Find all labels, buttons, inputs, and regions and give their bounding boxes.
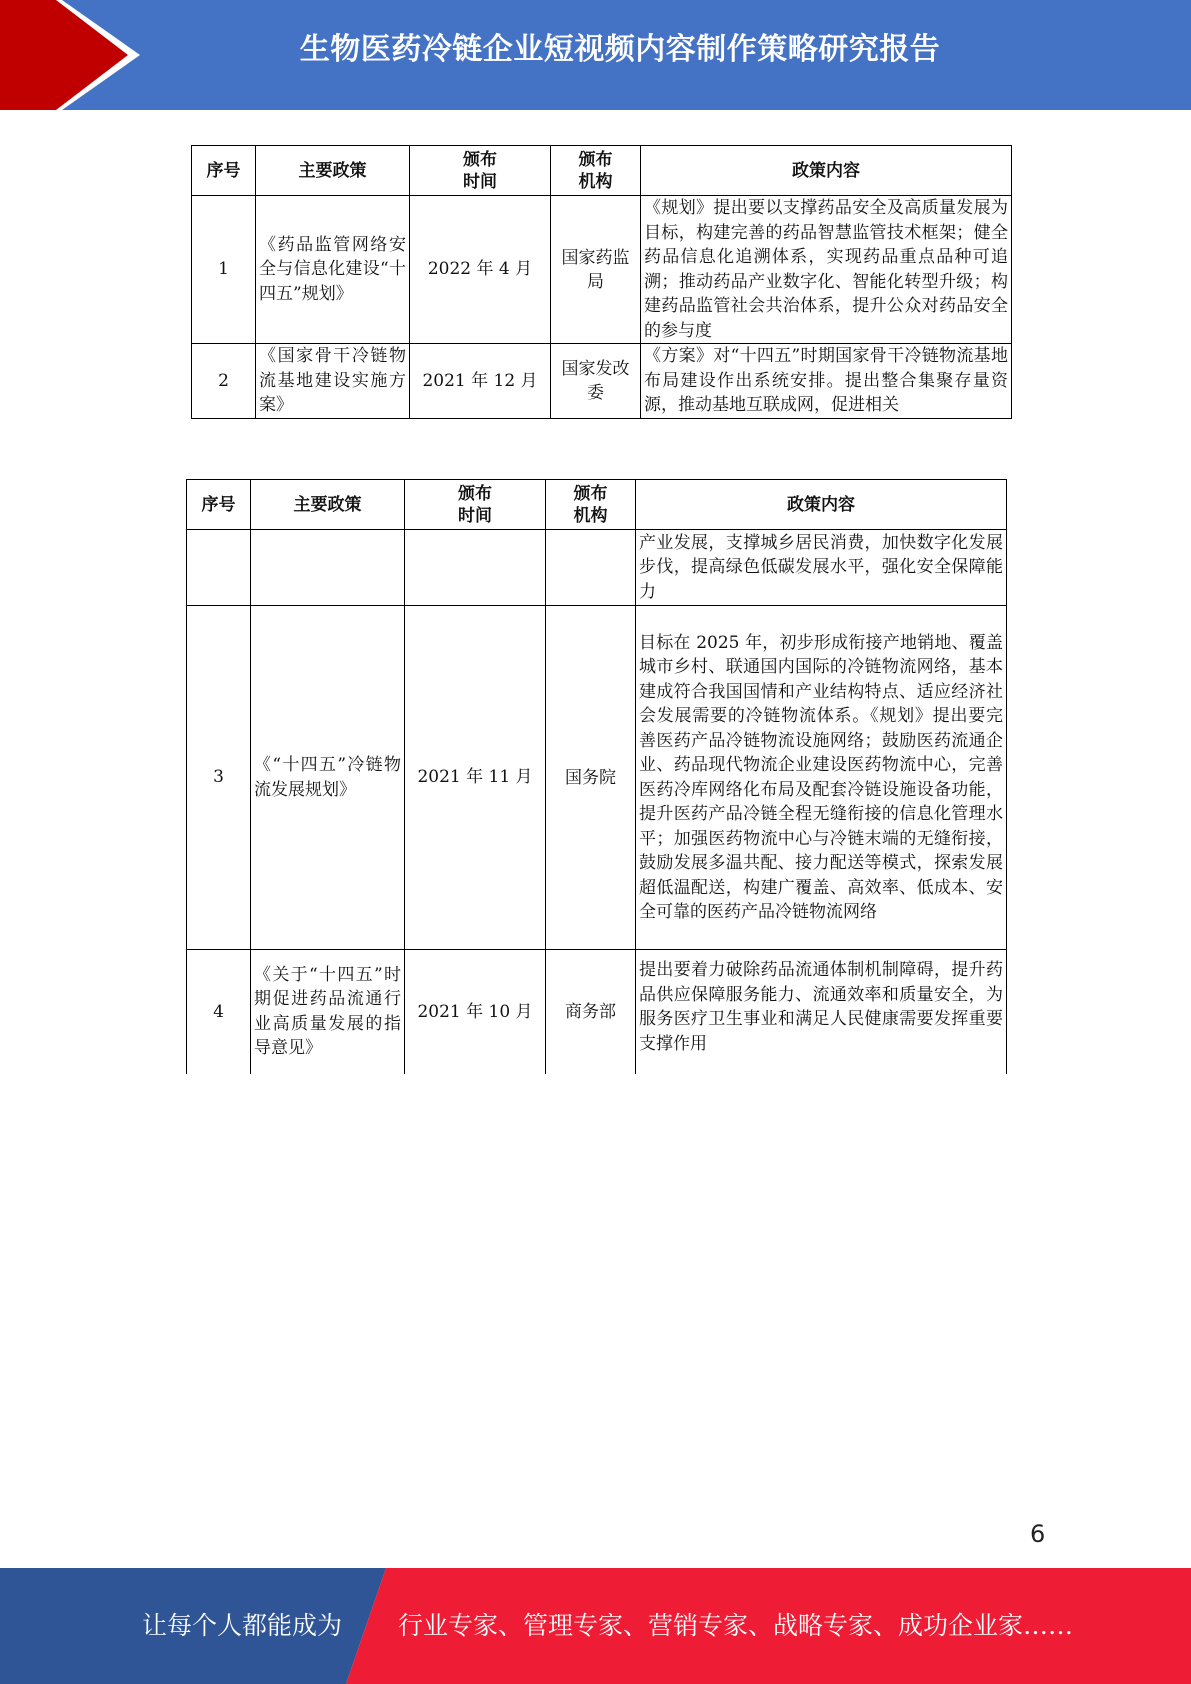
table-header-row <box>187 480 1007 530</box>
table-header-row <box>192 146 1012 196</box>
row-content: 《规划》提出要以支撑药品安全及高质量发展为目标，构建完善的药品智慧监管技术框架；健全药品信息化追溯体系，实现药品重点品种可追溯；推动药品产业数字化、智能化转型升级；构建药品监管社会共治体系，提升公众对药品安全的参与度 <box>641 196 1012 344</box>
row-no: 3 <box>187 606 251 950</box>
row-policy: 《关于“十四五”时期促进药品流通行业高质量发展的指导意见》 <box>251 950 405 1074</box>
header-org: 颁布 机构 <box>546 480 636 530</box>
table-row <box>187 606 1007 950</box>
row-content: 目标在 2025 年，初步形成衔接产地销地、覆盖城市乡村、联通国内国际的冷链物流网络，基本建成符合我国国情和产业结构特点、适应经济社会发展需要的冷链物流体系。《规划》提出要完善医药产品冷链物流设施网络；鼓励医药流通企业、药品现代物流企业建设医药物流中心，完善医药冷库网络化布局及配套冷链设施设备功能，提升医药产品冷链全程无缝衔接的信息化管理水平；加强医药物流中心与冷链末端的无缝衔接，鼓励发展多温共配、接力配送等模式，探索发展超低温配送，构建广覆盖、高效率、低成本、安全可靠的医药产品冷链物流网络 <box>636 606 1007 950</box>
footer-slogan-right: 行业专家、管理专家、营销专家、战略专家、成功企业家…… <box>398 1611 1074 1640</box>
row-content: 产业发展，支撑城乡居民消费，加快数字化发展步伐，提高绿色低碳发展水平，强化安全保障能力 <box>636 530 1007 606</box>
header-content: 政策内容 <box>641 146 1012 196</box>
row-policy: 《国家骨干冷链物流基地建设实施方案》 <box>256 344 410 419</box>
header-date: 颁布 时间 <box>405 480 546 530</box>
row-date <box>405 530 546 606</box>
row-org: 国家发改委 <box>551 344 641 419</box>
table-row <box>192 344 1012 419</box>
row-no: 2 <box>192 344 256 419</box>
row-content: 《方案》对“十四五”时期国家骨干冷链物流基地布局建设作出系统安排。提出整合集聚存量资源，推动基地互联成网，促进相关 <box>641 344 1012 419</box>
page-number: 6 <box>1030 1520 1046 1548</box>
row-org: 国家药监局 <box>551 196 641 344</box>
row-org: 国务院 <box>546 606 636 950</box>
header-policy: 主要政策 <box>251 480 405 530</box>
policy-table-2 <box>186 479 1007 1074</box>
footer-banner <box>0 1568 1191 1684</box>
row-no <box>187 530 251 606</box>
row-policy: 《药品监管网络安全与信息化建设“十四五”规划》 <box>256 196 410 344</box>
row-date: 2021 年 11 月 <box>405 606 546 950</box>
header-banner <box>0 0 1191 110</box>
policy-table-1 <box>191 145 1012 419</box>
table-row <box>187 950 1007 1074</box>
row-org <box>546 530 636 606</box>
header-date: 颁布 时间 <box>410 146 551 196</box>
row-date: 2022 年 4 月 <box>410 196 551 344</box>
row-policy <box>251 530 405 606</box>
header-org: 颁布 机构 <box>551 146 641 196</box>
row-content: 提出要着力破除药品流通体制机制障碍，提升药品供应保障服务能力、流通效率和质量安全，为服务医疗卫生事业和满足人民健康需要发挥重要支撑作用 <box>636 950 1007 1074</box>
header-policy: 主要政策 <box>256 146 410 196</box>
header-content: 政策内容 <box>636 480 1007 530</box>
row-date: 2021 年 10 月 <box>405 950 546 1074</box>
table-row <box>192 196 1012 344</box>
row-no: 1 <box>192 196 256 344</box>
row-date: 2021 年 12 月 <box>410 344 551 419</box>
report-title: 生物医药冷链企业短视频内容制作策略研究报告 <box>299 32 941 67</box>
chevron-decoration-icon <box>0 0 160 110</box>
row-policy: 《“十四五”冷链物流发展规划》 <box>251 606 405 950</box>
row-org: 商务部 <box>546 950 636 1074</box>
table-row <box>187 530 1007 606</box>
header-no: 序号 <box>192 146 256 196</box>
footer-slogan-left: 让每个人都能成为 <box>142 1611 343 1640</box>
header-no: 序号 <box>187 480 251 530</box>
row-no: 4 <box>187 950 251 1074</box>
